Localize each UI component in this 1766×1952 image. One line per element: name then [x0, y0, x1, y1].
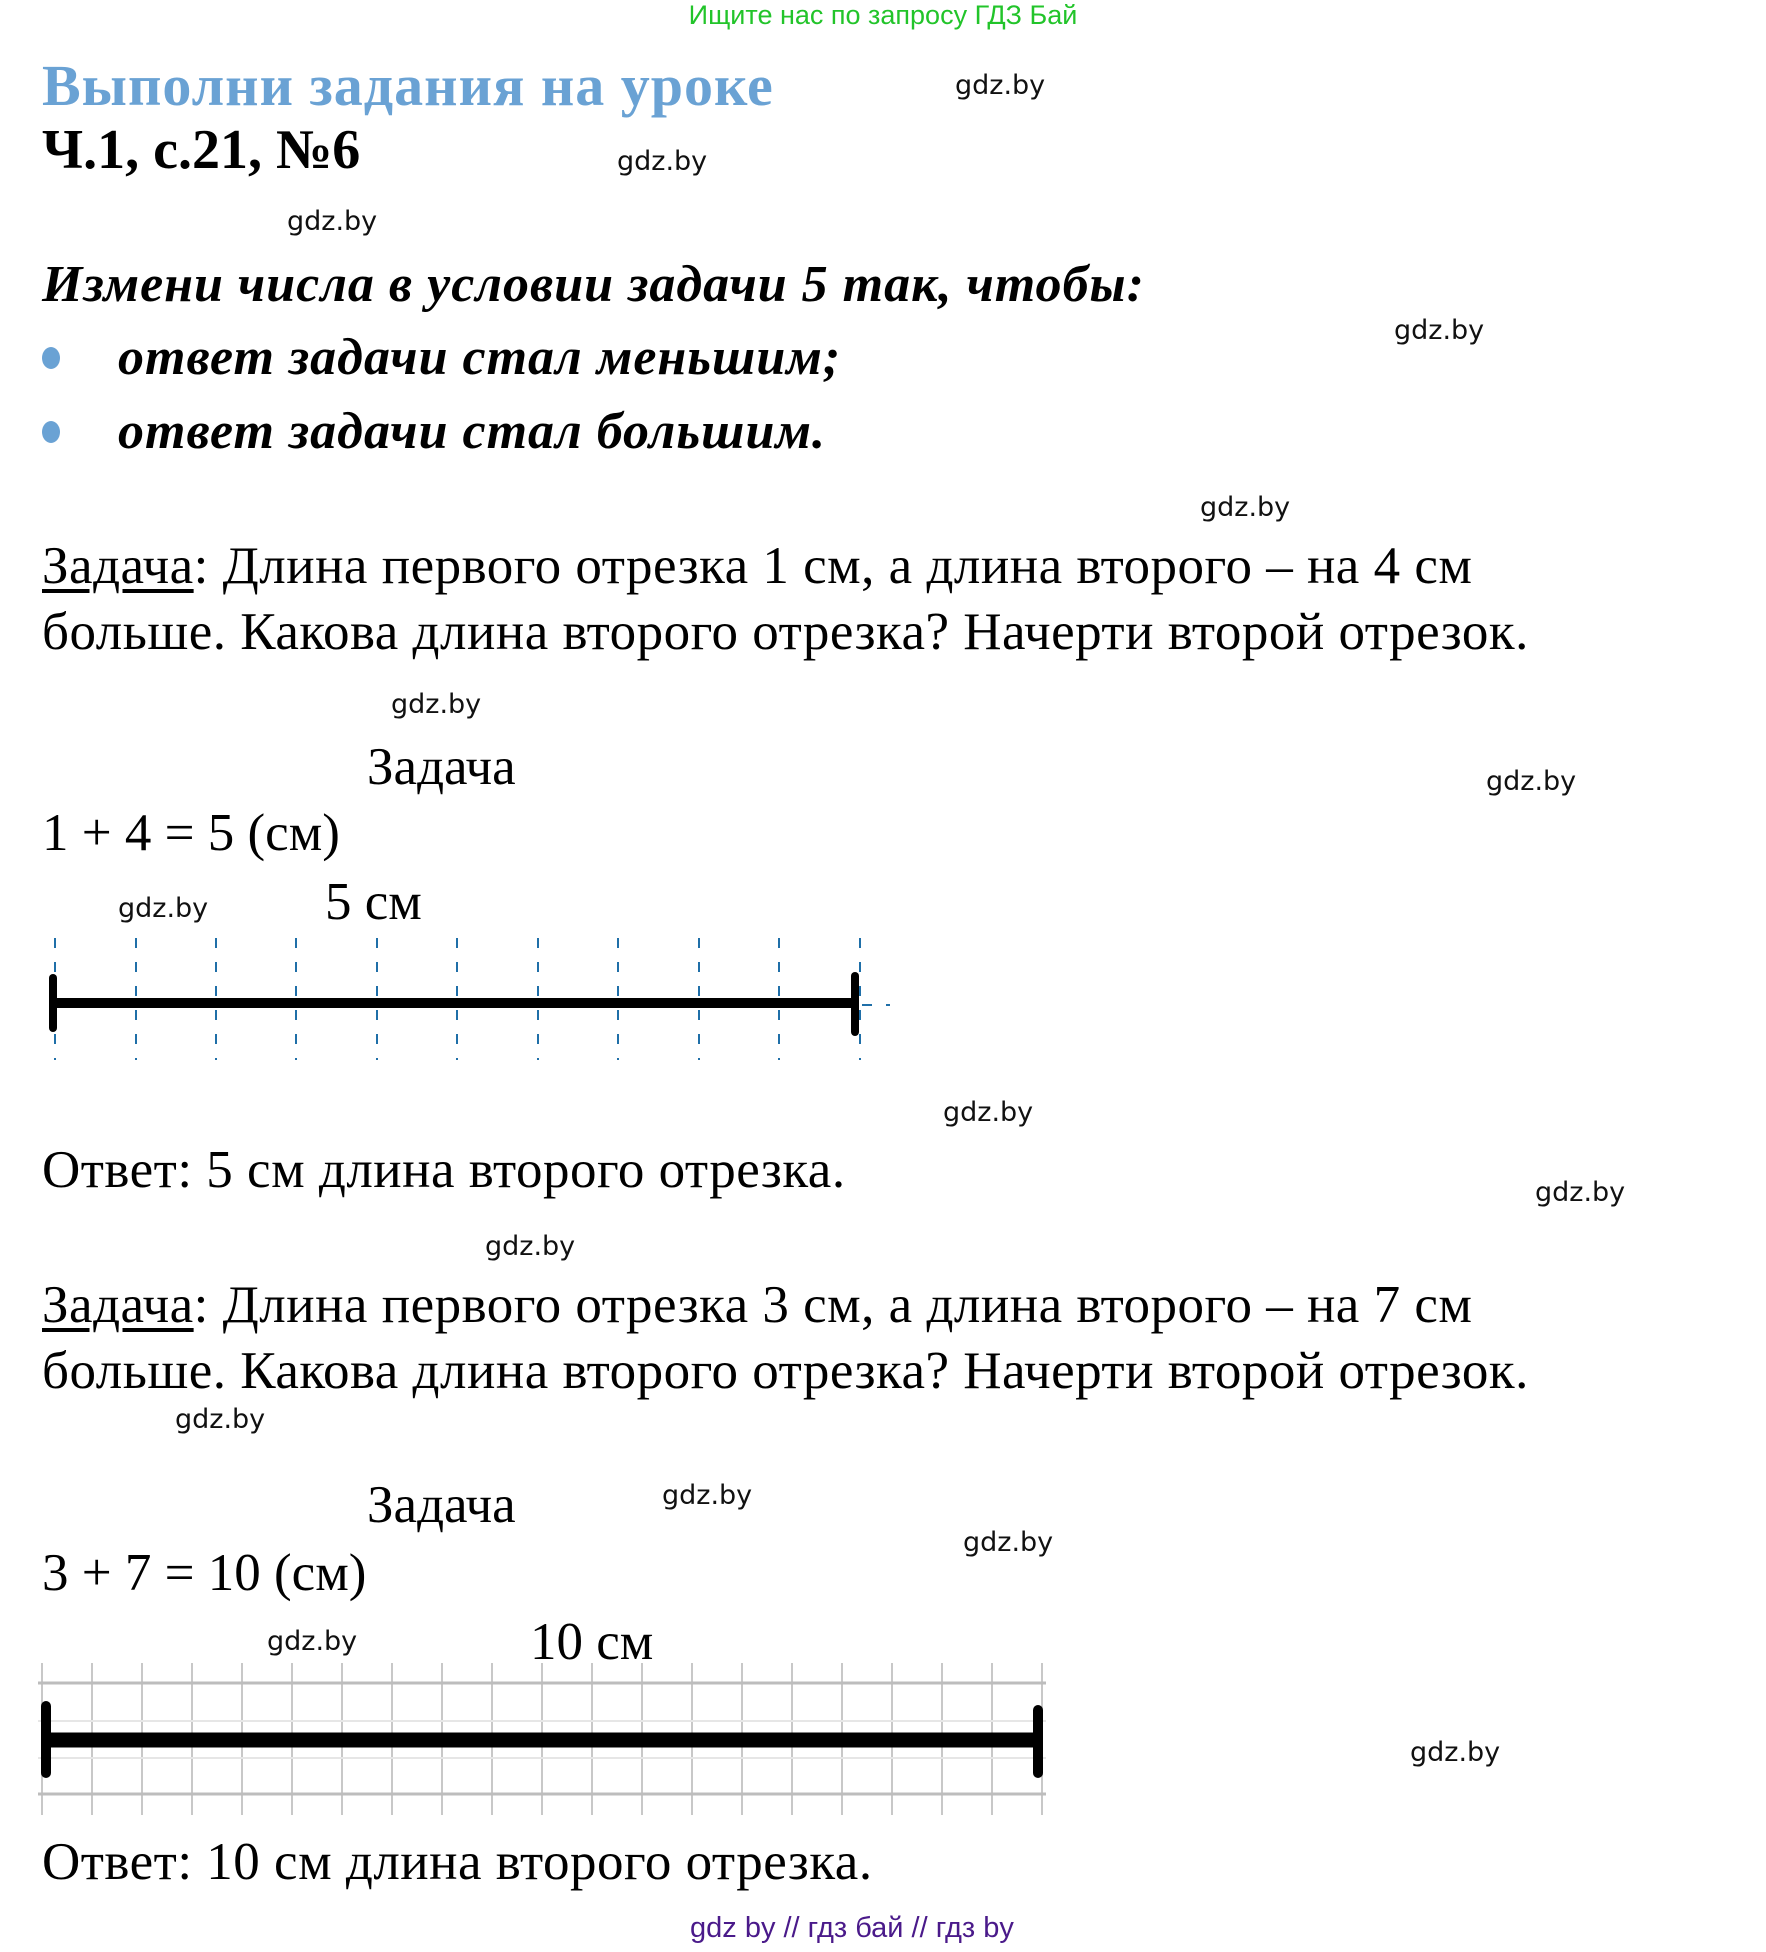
watermark: gdz.by	[485, 1231, 576, 1262]
bullet-dot-icon	[42, 347, 60, 369]
watermark: gdz.by	[662, 1480, 753, 1511]
page-title: Выполни задания на уроке	[42, 53, 774, 118]
solution-heading: Задача	[367, 1476, 516, 1534]
problem-label: Задача	[42, 537, 194, 595]
equation: 1 + 4 = 5 (см)	[42, 804, 340, 862]
watermark: gdz.by	[118, 893, 209, 924]
footer-links: gdz by // гдз бай // гдз by	[690, 1912, 1014, 1944]
watermark: gdz.by	[955, 70, 1046, 101]
solution-heading: Задача	[367, 738, 516, 796]
instruction-bullet	[42, 402, 826, 461]
problem-statement	[42, 533, 1529, 665]
watermark: gdz.by	[1535, 1177, 1626, 1208]
segment-drawing-10cm	[38, 1663, 1078, 1818]
problem-label: Задача	[42, 1276, 194, 1334]
statement-line: : Длина первого отрезка 3 см, а длина второго – на 7 см	[193, 1276, 1473, 1334]
answer-text: Ответ: 5 см длина второго отрезка.	[42, 1141, 846, 1199]
watermark: gdz.by	[1200, 492, 1291, 523]
watermark: gdz.by	[943, 1097, 1034, 1128]
statement-line: больше. Какова длина второго отрезка? Начерти второй отрезок.	[42, 1342, 1529, 1400]
watermark: gdz.by	[175, 1404, 266, 1435]
problem-statement	[42, 1272, 1529, 1404]
watermark: gdz.by	[1486, 766, 1577, 797]
instruction-text: Измени числа в условии задачи 5 так, чтобы:	[42, 256, 1145, 313]
bullet-dot-icon	[42, 421, 60, 443]
watermark: gdz.by	[391, 689, 482, 720]
watermark: gdz.by	[963, 1527, 1054, 1558]
bullet-text: ответ задачи стал большим.	[118, 403, 826, 460]
watermark: gdz.by	[287, 206, 378, 237]
watermark: gdz.by	[267, 1626, 358, 1657]
watermark: gdz.by	[1394, 315, 1485, 346]
segment-label: 10 см	[530, 1613, 654, 1671]
statement-line: : Длина первого отрезка 1 см, а длина второго – на 4 см	[193, 537, 1473, 595]
search-banner: Ищите нас по запросу ГДЗ Бай	[688, 0, 1078, 30]
segment-drawing-5cm	[40, 930, 900, 1070]
equation: 3 + 7 = 10 (см)	[42, 1544, 367, 1602]
exercise-reference: Ч.1, с.21, №6	[42, 119, 361, 181]
instruction-bullet	[42, 328, 841, 387]
segment-label: 5 см	[325, 873, 422, 931]
answer-text: Ответ: 10 см длина второго отрезка.	[42, 1833, 873, 1891]
bullet-text: ответ задачи стал меньшим;	[118, 329, 842, 386]
watermark: gdz.by	[617, 146, 708, 177]
watermark: gdz.by	[1410, 1737, 1501, 1768]
statement-line: больше. Какова длина второго отрезка? Начерти второй отрезок.	[42, 603, 1529, 661]
